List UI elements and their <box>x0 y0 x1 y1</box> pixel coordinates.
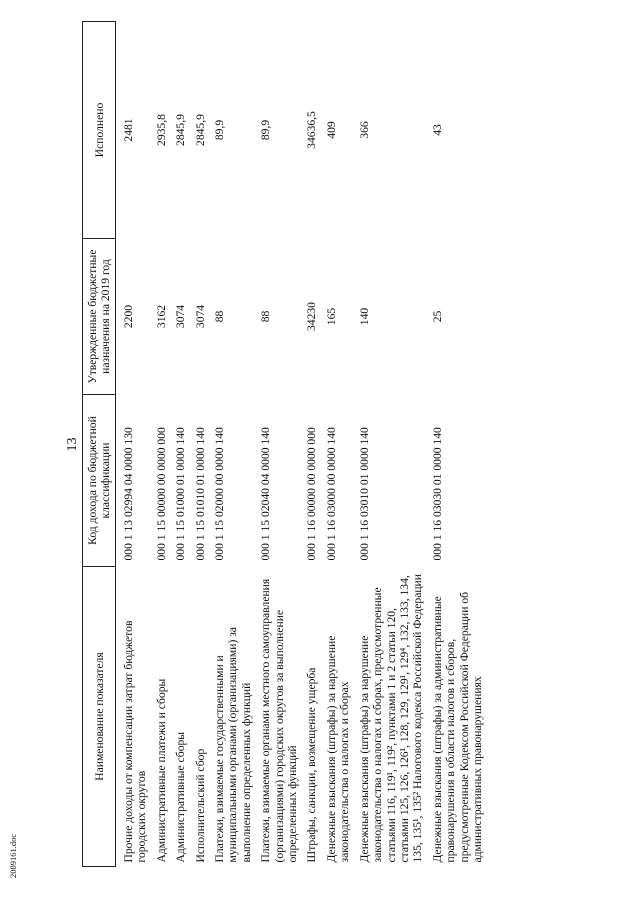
table-row <box>428 22 488 867</box>
table-row <box>191 22 210 867</box>
header-approved: Утвержденные бюджетные назначения на 2019 год <box>83 239 116 395</box>
table-row <box>171 22 190 867</box>
table-row <box>152 22 171 867</box>
cell-code: 000 1 16 03030 01 0000 140 <box>430 427 444 561</box>
cell-code: 000 1 15 02040 04 0000 140 <box>259 427 273 561</box>
cell-code: 000 1 15 02000 00 0000 140 <box>213 427 227 561</box>
table-row <box>302 22 321 867</box>
cell-code: 000 1 15 01000 01 0000 140 <box>174 427 188 561</box>
table-row <box>322 22 355 867</box>
document-footer: 2009161.doc <box>8 833 18 878</box>
cell-executed: 2845,9 <box>174 114 188 146</box>
cell-executed: 89,9 <box>213 119 227 141</box>
cell-code: 000 1 13 02994 04 0000 130 <box>122 427 135 561</box>
cell-code: 000 1 15 00000 00 0000 000 <box>154 427 168 561</box>
table-row <box>210 22 256 867</box>
cell-name: Платежи, взимаемые органами местного самоуправления (организациями) городских округов за выполнение определенных функций <box>259 578 300 863</box>
cell-name: Денежные взыскания (штрафы) за нарушение законодательства о налогах и сборах <box>324 635 352 863</box>
table-row <box>355 22 428 867</box>
cell-code: 000 1 16 03000 00 0000 140 <box>324 427 338 561</box>
cell-name: Прочие доходы от компенсации затрат бюджетов городских округов <box>122 620 149 863</box>
cell-approved: 3162 <box>154 304 168 329</box>
rotated-page <box>60 22 615 867</box>
page-number: 13 <box>65 437 80 452</box>
cell-code: 000 1 16 03010 01 0000 140 <box>357 427 371 561</box>
cell-approved: 140 <box>357 307 371 326</box>
cell-executed: 2481 <box>122 118 135 142</box>
cell-code: 000 1 15 01010 01 0000 140 <box>193 427 207 561</box>
cell-name: Платежи, взимаемые государственными и муниципальными органами (организациями) за выполнение определенных функций <box>213 627 253 863</box>
cell-name: Исполнительский сбор <box>193 748 207 863</box>
cell-executed: 2845,9 <box>193 114 207 146</box>
cell-executed: 409 <box>324 121 338 139</box>
budget-table <box>82 21 487 867</box>
cell-approved: 2200 <box>122 304 135 329</box>
cell-executed: 2935,8 <box>154 114 168 146</box>
cell-name: Денежные взыскания (штрафы) за административные правонарушения в области налогов и сборов, предусмотренные Кодексом Российской Федерации об административных правонарушениях <box>430 591 484 863</box>
cell-approved: 25 <box>430 310 444 323</box>
cell-approved: 88 <box>213 310 227 323</box>
table-row <box>256 22 302 867</box>
cell-approved: 88 <box>259 310 273 323</box>
cell-approved: 3074 <box>174 304 188 329</box>
cell-name: Административные платежи и сборы <box>154 678 168 863</box>
header-executed: Исполнено <box>83 22 116 239</box>
cell-name: Административные сборы <box>174 731 188 863</box>
cell-approved: 165 <box>324 307 338 326</box>
cell-executed: 366 <box>357 121 371 139</box>
cell-name: Штрафы, санкции, возмещение ущерба <box>305 667 319 863</box>
cell-name: Денежные взыскания (штрафы) за нарушение законодательства о налогах и сборах, предусмотренные статьями 116, 119¹, 119², пунктами 1 и 2 статьи 120, статьями 125, 126, 126¹, 128, 129, 129¹, 129⁴, 132, 133, 134, 135, 135¹, 135² Налогового кодекса Российской Федерации <box>357 574 425 863</box>
cell-executed: 43 <box>430 124 444 136</box>
cell-executed: 89,9 <box>259 119 273 141</box>
header-code: Код дохода по бюджетной классификации <box>83 395 116 567</box>
table-header-row <box>83 22 116 867</box>
cell-code: 000 1 16 00000 00 0000 000 <box>305 427 319 561</box>
header-name: Наименование показателя <box>83 567 116 867</box>
cell-approved: 3074 <box>193 304 207 329</box>
table-row <box>116 22 152 867</box>
cell-executed: 34636,5 <box>305 111 319 149</box>
cell-approved: 34230 <box>305 302 319 331</box>
